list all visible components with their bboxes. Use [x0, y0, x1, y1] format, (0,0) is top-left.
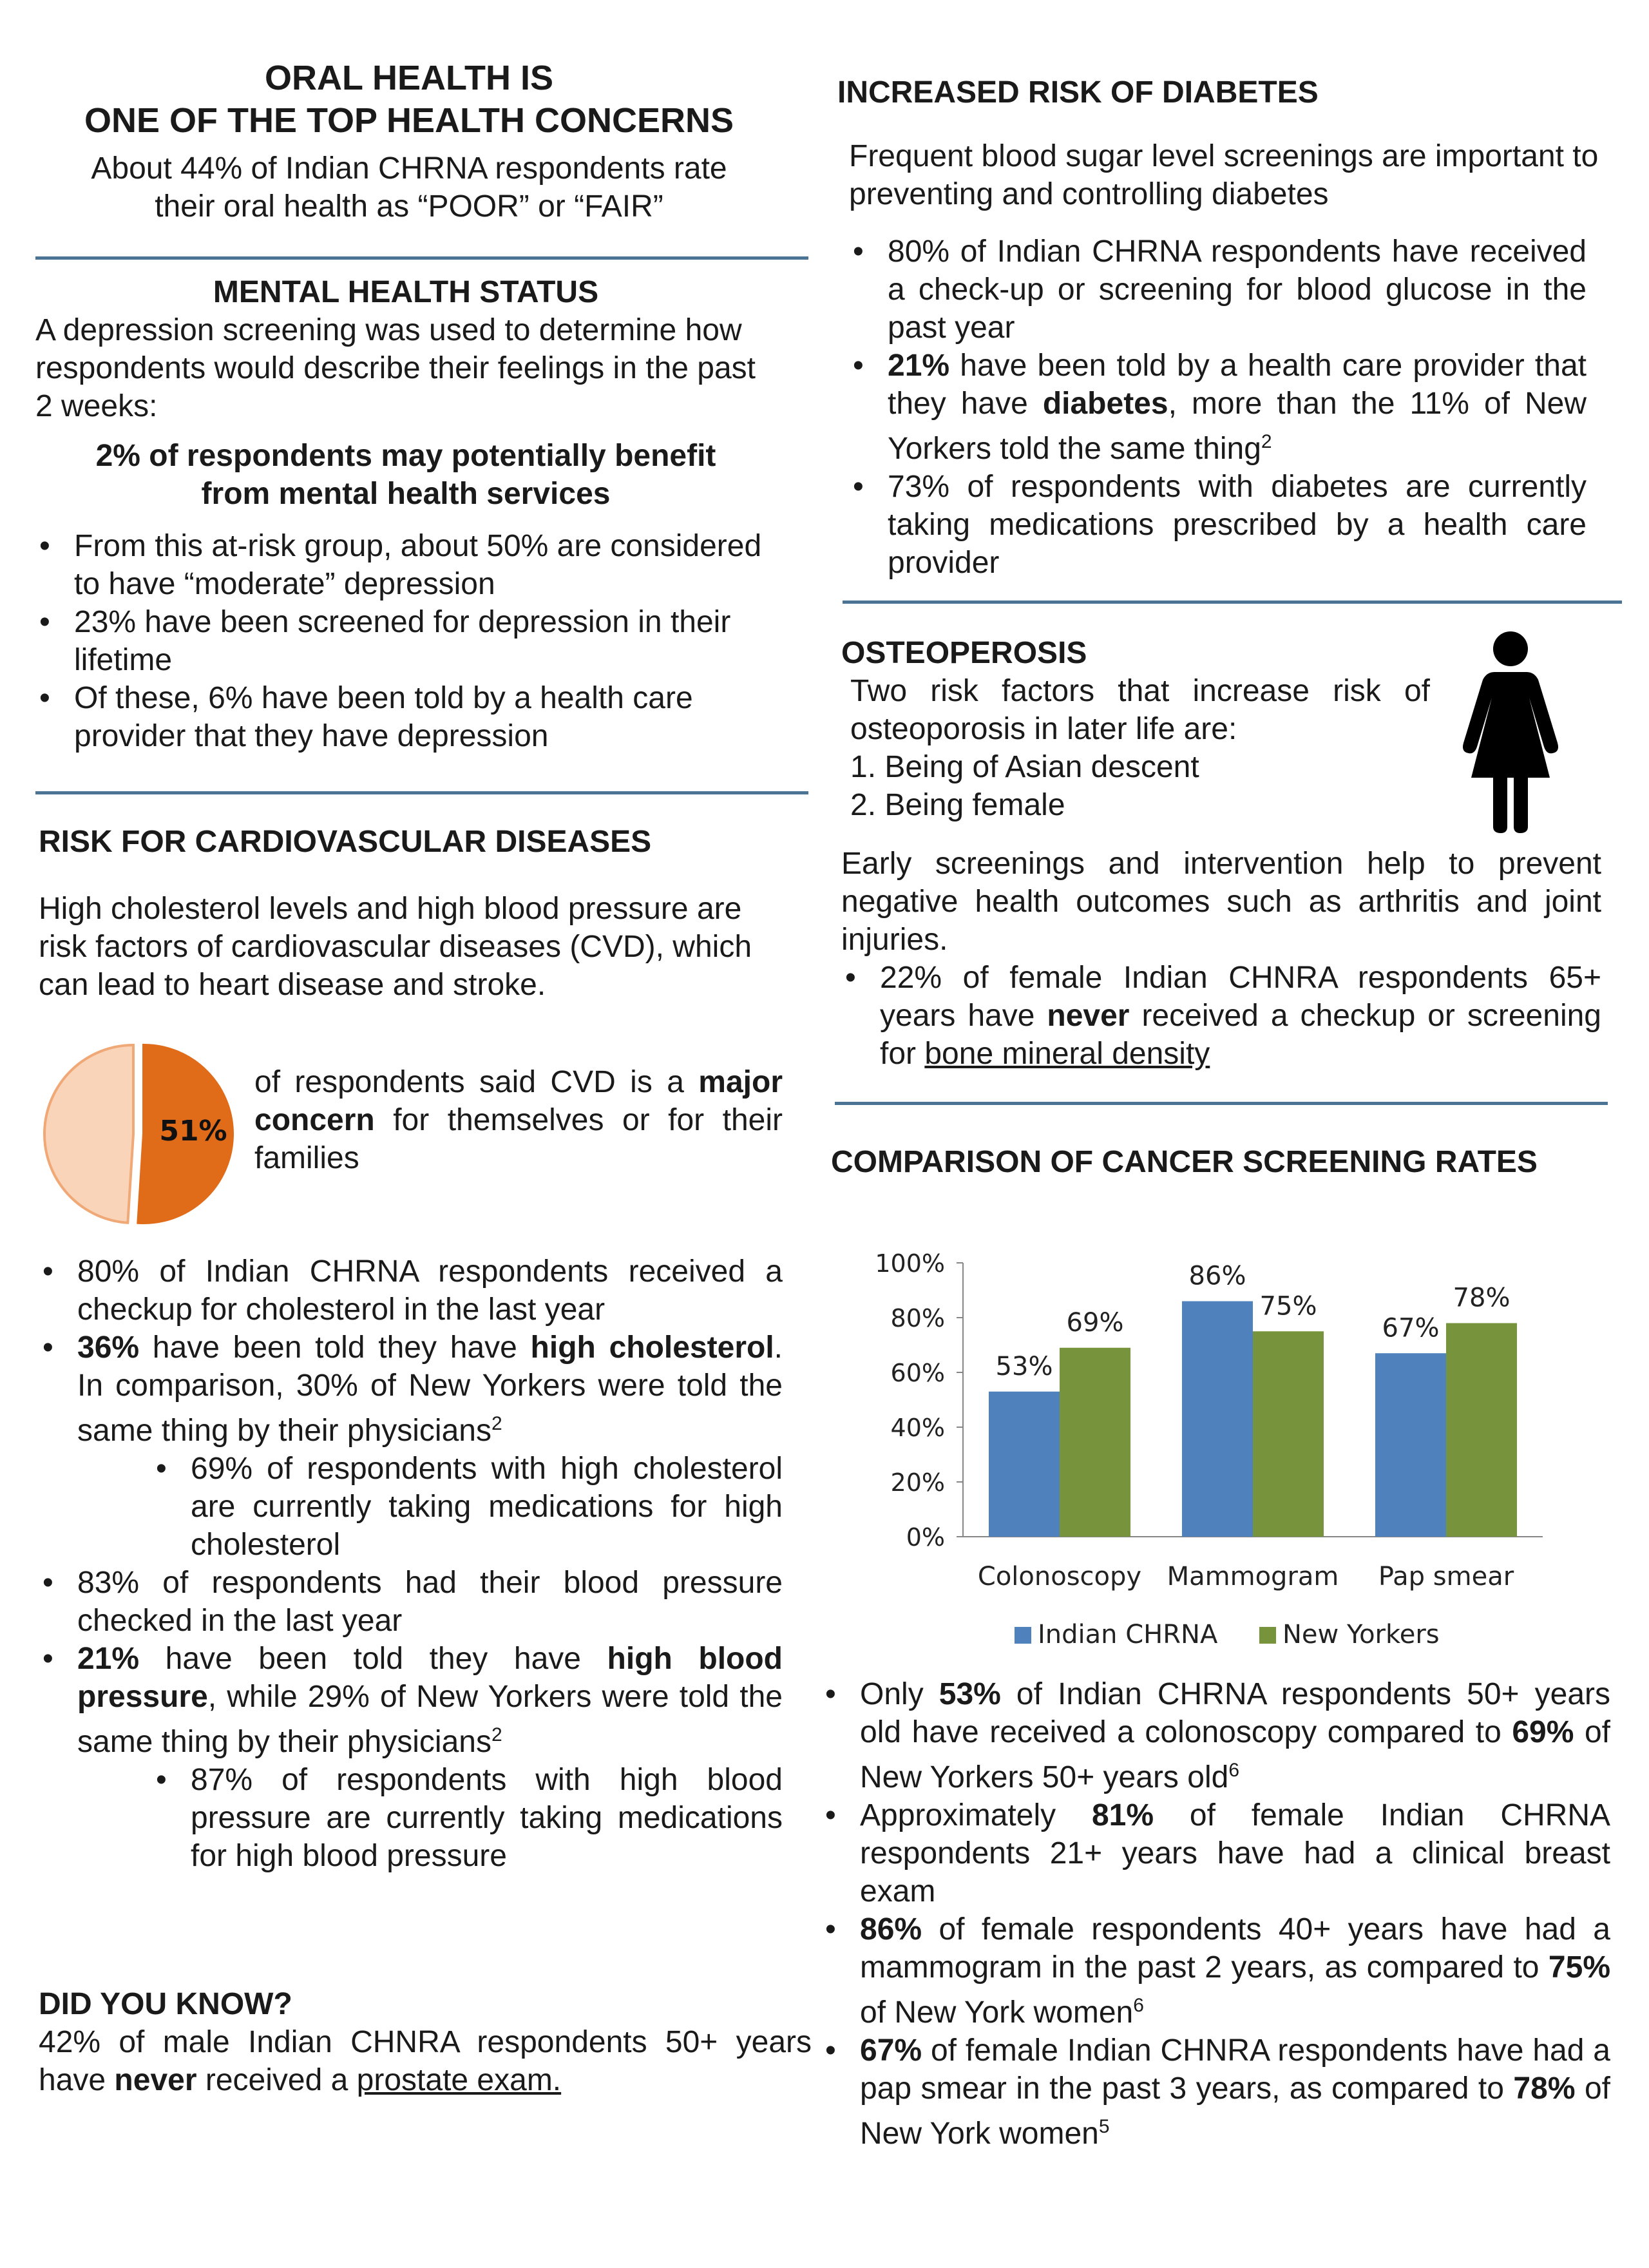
mental-highlight: 2% of respondents may potentially benefit from mental health services [95, 439, 716, 511]
cvd-bullets [39, 1253, 783, 1875]
diabetes-title: INCREASED RISK OF DIABETES [837, 75, 1319, 110]
oral-title-line1: ORAL HEALTH IS [264, 59, 553, 97]
list-item: • 86% of female respondents 40+ years have had a mammogram in the past 2 years, as compared to 75% of New York women$^6$ [821, 1910, 1610, 2032]
diabetes-bullets [837, 233, 1587, 582]
y-tick-label: 0% [906, 1523, 945, 1552]
y-tick-label: 40% [890, 1414, 945, 1442]
list-item: • 80% of Indian CHRNA respondents received a checkup for cholesterol in the last year [39, 1253, 783, 1329]
legend-label: Indian CHRNA [1038, 1620, 1218, 1649]
list-item: • 80% of Indian CHRNA respondents have received a check-up or screening for blood glucose in the past year [849, 233, 1587, 347]
divider [35, 791, 808, 794]
list-item: • Only 53% of Indian CHRNA respondents 50+ years old have received a colonoscopy compared to 69% of New Yorkers 50+ years old$^6$ [821, 1675, 1610, 1796]
legend-swatch [1259, 1627, 1276, 1644]
diabetes-section [837, 74, 1610, 582]
x-category-label: Colonoscopy [977, 1562, 1142, 1591]
cancer-bullets [821, 1675, 1610, 2153]
list-item: • 87% of respondents with high blood pressure are currently taking medications for high blood pressure [152, 1761, 783, 1875]
mental-bullets [35, 527, 776, 755]
list-item: • Approximately 81% of female Indian CHRNA respondents 21+ years have had a clinical breast exam [821, 1796, 1610, 1910]
x-category-label: Mammogram [1167, 1562, 1339, 1591]
mental-body: A depression screening was used to determine how respondents would describe their feelings in the past 2 weeks: [35, 313, 756, 423]
list-item: • 69% of respondents with high cholesterol are currently taking medications for high cholesterol [152, 1450, 783, 1564]
bar-value-label: 53% [995, 1351, 1053, 1381]
bar-indian-chrna-mammogram [1182, 1302, 1253, 1537]
cvd-section [39, 823, 779, 1004]
cancer-section-title-wrap [831, 1144, 1604, 1181]
oral-health-section [39, 57, 779, 226]
cvd-title: RISK FOR CARDIOVASCULAR DISEASES [39, 825, 652, 859]
did-you-know-section [39, 1986, 812, 2099]
cancer-title: COMPARISON OF CANCER SCREENING RATES [831, 1145, 1538, 1179]
list-item: • Of these, 6% have been told by a health care provider that they have depression [35, 679, 776, 755]
prostate-exam-link[interactable]: prostate exam. [356, 2063, 562, 2097]
did-you-know-body: 42% of male Indian CHNRA respondents 50+ years have never received a prostate exam. [39, 2025, 812, 2097]
diabetes-intro: Frequent blood sugar level screenings are important to preventing and controlling diabetes [849, 139, 1599, 211]
osteo-title: OSTEOPEROSIS [841, 636, 1087, 670]
list-item: • From this at-risk group, about 50% are considered to have “moderate” depression [35, 527, 776, 603]
y-tick-label: 20% [890, 1468, 945, 1497]
bar-indian-chrna-pap-smear [1375, 1353, 1446, 1537]
oral-body-line1: About 44% of Indian CHRNA respondents rate [91, 151, 727, 186]
list-item: • 67% of female Indian CHNRA respondents have had a pap smear in the past 3 years, as compared to 78% of New York women$^5$ [821, 2032, 1610, 2153]
list-item: • 36% have been told they have high cholesterol. In comparison, 30% of New Yorkers were told the same thing by their physicians$^2$ [39, 1329, 783, 1450]
bar-new-yorkers-colonoscopy [1060, 1348, 1130, 1537]
bar-value-label: 78% [1453, 1283, 1511, 1313]
cvd-pie-caption [254, 1063, 783, 1177]
osteo-paragraph: Early screenings and intervention help to prevent negative health outcomes such as arthritis and joint injuries. [841, 847, 1601, 957]
cvd-pie-chart [42, 1037, 235, 1231]
list-item: • 83% of respondents had their blood pressure checked in the last year [39, 1564, 783, 1640]
list-item: • 73% of respondents with diabetes are currently taking medications prescribed by a health care provider [849, 468, 1587, 582]
cancer-screening-bar-chart [850, 1224, 1591, 1675]
mental-health-section [35, 274, 776, 755]
bar-value-label: 75% [1259, 1291, 1317, 1321]
x-category-label: Pap smear [1378, 1562, 1514, 1591]
divider [35, 256, 808, 260]
oral-title-line2: ONE OF THE TOP HEALTH CONCERNS [84, 101, 734, 140]
legend-swatch [1015, 1627, 1031, 1644]
y-tick-label: 80% [890, 1304, 945, 1332]
list-item: 1. Being of Asian descent [850, 750, 1199, 784]
y-tick-label: 60% [890, 1359, 945, 1387]
oral-body-line2: their oral health as “POOR” or “FAIR” [155, 189, 663, 224]
bar-new-yorkers-mammogram [1253, 1331, 1324, 1537]
list-item: • 21% have been told by a health care provider that they have diabetes, more than the 11% of New Yorkers told the same thing$^2$ [849, 347, 1587, 468]
cvd-body: High cholesterol levels and high blood pressure are risk factors of cardiovascular diseases (CVD), which can lead to heart disease and stroke. [39, 892, 752, 1002]
osteo-bullets [841, 959, 1601, 1073]
list-item: • 21% have been told they have high blood pressure, while 29% of New Yorkers were told the same thing by their physicians$^2$ [39, 1640, 783, 1761]
y-tick-label: 100% [875, 1249, 945, 1278]
bar-value-label: 69% [1066, 1307, 1124, 1338]
list-item: 2. Being female [850, 788, 1065, 822]
list-item: • 22% of female Indian CHNRA respondents 65+ years have never received a checkup or screening for bone mineral density [841, 959, 1601, 1073]
divider [843, 601, 1622, 604]
did-you-know-title: DID YOU KNOW? [39, 1987, 292, 2021]
pie-value-label: 51% [159, 1115, 227, 1148]
pie-slice-other [44, 1045, 133, 1223]
bar-indian-chrna-colonoscopy [989, 1392, 1060, 1537]
list-item: • 23% have been screened for depression in their lifetime [35, 603, 776, 679]
pie-caption-text: of respondents said CVD is a major concern for themselves or for their families [254, 1065, 783, 1175]
divider [835, 1102, 1608, 1105]
legend-label: New Yorkers [1282, 1620, 1440, 1649]
bar-value-label: 67% [1382, 1313, 1440, 1343]
bar-value-label: 86% [1188, 1261, 1246, 1291]
osteo-body: Two risk factors that increase risk of osteoporosis in later life are: [850, 674, 1430, 746]
bar-new-yorkers-pap-smear [1446, 1323, 1517, 1537]
female-person-icon [1456, 628, 1565, 834]
mental-title: MENTAL HEALTH STATUS [213, 275, 599, 309]
